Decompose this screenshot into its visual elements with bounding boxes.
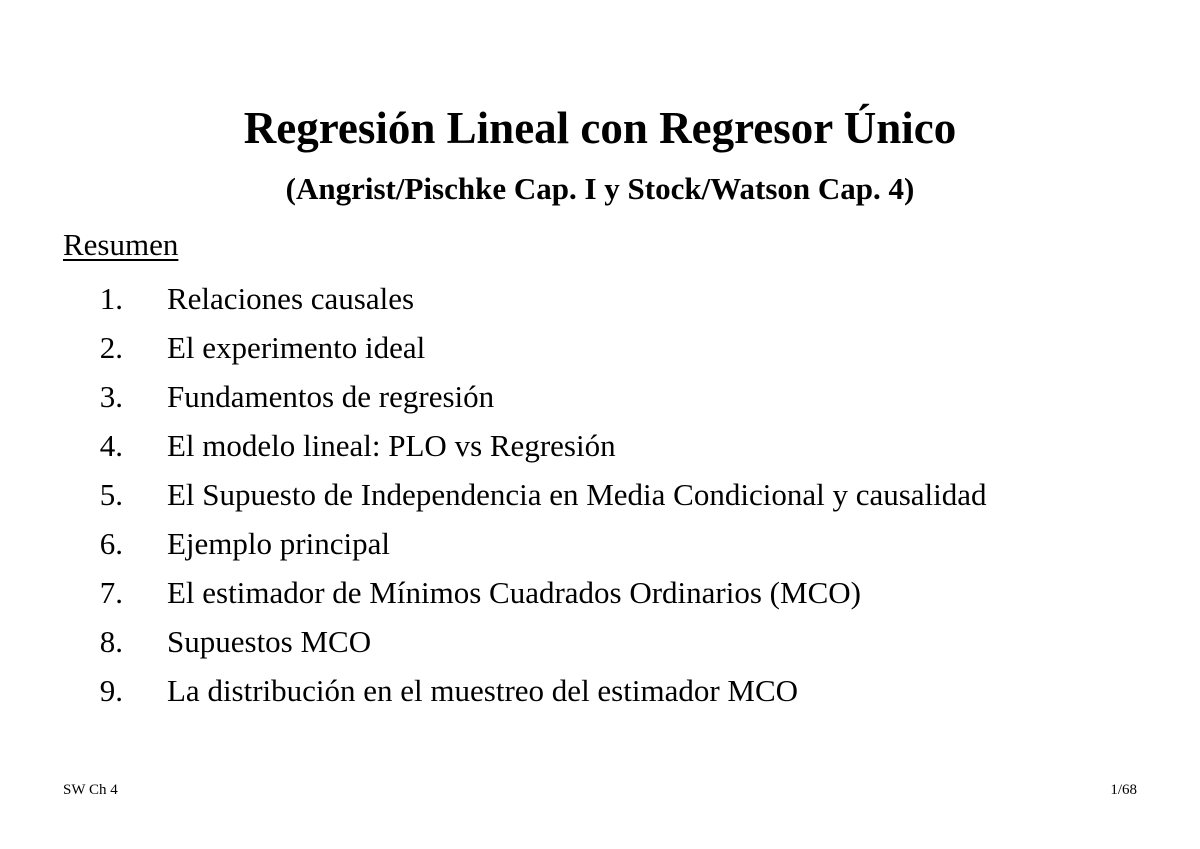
outline-item-text: La distribución en el muestreo del estimador MCO xyxy=(167,673,799,708)
outline-item-text: Ejemplo principal xyxy=(167,526,390,561)
outline-item xyxy=(0,519,1200,568)
outline-item xyxy=(0,617,1200,666)
footer-chapter-label: SW Ch 4 xyxy=(63,782,118,798)
outline-item-text: El estimador de Mínimos Cuadrados Ordinarios (MCO) xyxy=(167,575,861,610)
outline-item xyxy=(0,274,1200,323)
outline-item-number: 6. xyxy=(99,526,123,561)
outline-item-text: El experimento ideal xyxy=(167,330,426,365)
slide-subtitle: (Angrist/Pischke Cap. I y Stock/Watson Cap. 4) xyxy=(285,171,915,206)
outline-item-number: 2. xyxy=(99,330,123,365)
outline-item-number: 8. xyxy=(99,624,123,659)
outline-item-text: El modelo lineal: PLO vs Regresión xyxy=(167,428,616,463)
outline-item-number: 5. xyxy=(99,477,123,512)
outline-item xyxy=(0,470,1200,519)
outline-item-number: 7. xyxy=(99,575,123,610)
outline-item xyxy=(0,421,1200,470)
slide-title: Regresión Lineal con Regresor Único xyxy=(243,103,957,153)
outline-item xyxy=(0,323,1200,372)
section-heading: Resumen xyxy=(63,227,179,262)
outline-list xyxy=(0,274,1200,715)
footer-page-number: 1/68 xyxy=(1110,782,1137,798)
outline-item-number: 9. xyxy=(99,673,123,708)
outline-item xyxy=(0,666,1200,715)
outline-item-number: 1. xyxy=(99,281,123,316)
outline-item-text: Relaciones causales xyxy=(167,281,415,316)
outline-item-number: 3. xyxy=(99,379,123,414)
outline-item-text: El Supuesto de Independencia en Media Condicional y causalidad xyxy=(167,477,987,512)
outline-item xyxy=(0,372,1200,421)
outline-item-number: 4. xyxy=(99,428,123,463)
outline-item xyxy=(0,568,1200,617)
outline-item-text: Supuestos MCO xyxy=(167,624,372,659)
outline-item-text: Fundamentos de regresión xyxy=(167,379,495,414)
